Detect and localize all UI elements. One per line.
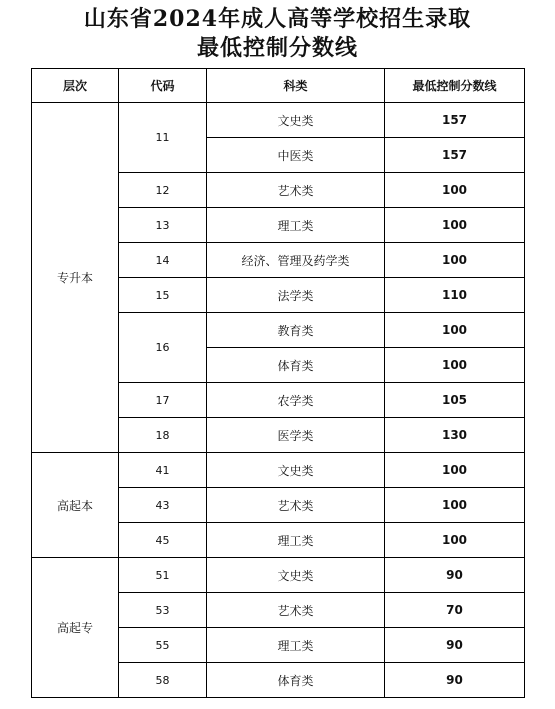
level-cell: 专升本 (32, 103, 119, 453)
level-cell: 高起专 (32, 558, 119, 698)
code-cell: 45 (119, 523, 207, 558)
category-cell: 体育类 (207, 663, 385, 698)
header-min-score: 最低控制分数线 (385, 69, 525, 103)
code-cell: 55 (119, 628, 207, 663)
table-row (32, 453, 525, 488)
code-cell: 13 (119, 208, 207, 243)
code-cell: 17 (119, 383, 207, 418)
header-level: 层次 (32, 69, 119, 103)
code-cell: 41 (119, 453, 207, 488)
code-cell: 51 (119, 558, 207, 593)
score-cell: 100 (385, 243, 525, 278)
category-cell: 经济、管理及药学类 (207, 243, 385, 278)
score-cell: 100 (385, 453, 525, 488)
code-cell: 43 (119, 488, 207, 523)
score-cell: 100 (385, 208, 525, 243)
category-cell: 教育类 (207, 313, 385, 348)
header-category: 科类 (207, 69, 385, 103)
category-cell: 中医类 (207, 138, 385, 173)
score-cell: 90 (385, 663, 525, 698)
score-cell: 157 (385, 138, 525, 173)
score-cell: 100 (385, 313, 525, 348)
code-cell: 16 (119, 313, 207, 383)
category-cell: 文史类 (207, 558, 385, 593)
score-cell: 100 (385, 523, 525, 558)
category-cell: 文史类 (207, 453, 385, 488)
category-cell: 艺术类 (207, 488, 385, 523)
category-cell: 农学类 (207, 383, 385, 418)
header-code: 代码 (119, 69, 207, 103)
score-cell: 100 (385, 173, 525, 208)
code-cell: 15 (119, 278, 207, 313)
code-cell: 14 (119, 243, 207, 278)
category-cell: 医学类 (207, 418, 385, 453)
table-row (32, 558, 525, 593)
code-cell: 12 (119, 173, 207, 208)
score-cell: 90 (385, 628, 525, 663)
category-cell: 理工类 (207, 628, 385, 663)
score-cell: 105 (385, 383, 525, 418)
code-cell: 53 (119, 593, 207, 628)
score-cell: 90 (385, 558, 525, 593)
score-cell: 70 (385, 593, 525, 628)
category-cell: 法学类 (207, 278, 385, 313)
table-row (32, 103, 525, 138)
page-title-line-2: 最低控制分数线 (196, 35, 358, 61)
code-cell: 18 (119, 418, 207, 453)
score-cell: 130 (385, 418, 525, 453)
score-table (31, 68, 525, 698)
code-cell: 11 (119, 103, 207, 173)
category-cell: 文史类 (207, 103, 385, 138)
category-cell: 理工类 (207, 208, 385, 243)
score-cell: 100 (385, 348, 525, 383)
score-cell: 100 (385, 488, 525, 523)
category-cell: 理工类 (207, 523, 385, 558)
category-cell: 艺术类 (207, 173, 385, 208)
table-body (32, 103, 525, 698)
code-cell: 58 (119, 663, 207, 698)
page-title-line-1: 山东省2024年成人高等学校招生录取 (83, 6, 472, 32)
category-cell: 艺术类 (207, 593, 385, 628)
level-cell: 高起本 (32, 453, 119, 558)
category-cell: 体育类 (207, 348, 385, 383)
score-cell: 110 (385, 278, 525, 313)
table-header-row (32, 69, 525, 103)
score-cell: 157 (385, 103, 525, 138)
